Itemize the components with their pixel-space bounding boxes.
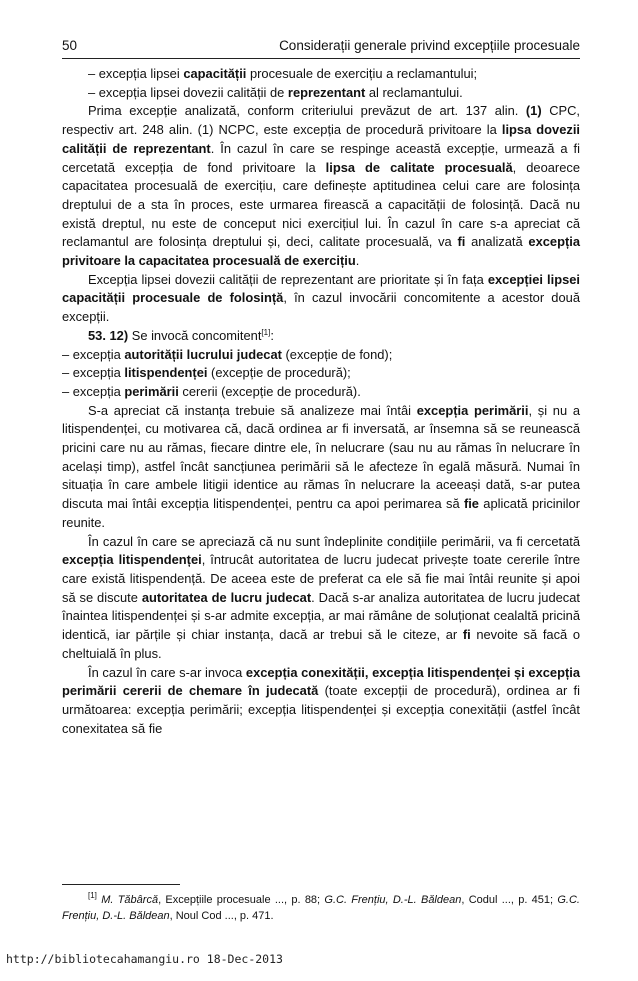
list-item: – excepția lipsei dovezii calității de reprezentant al reclamantului. (88, 84, 463, 100)
paragraph: În cazul în care s-ar invoca excepția conexității, excepția litispendenței și excepția perimării cererii de chemare în judecată (toate excepții de procedură), ordinea ar fi următoarea: excepția perimării; excepția litispendenței și excepția conexității (astfel încât conexitatea să fie (62, 664, 580, 736)
page-number: 50 (62, 38, 78, 53)
running-title: Considerații generale privind excepțiile procesuale (279, 38, 580, 53)
list-item: – excepția lipsei capacității procesuale de exercițiu a reclamantului; (88, 66, 478, 81)
paragraph: În cazul în care se apreciază că nu sunt îndeplinite condițiile perimării, va fi cercetată excepția litispendenței, întrucât autoritatea de lucru judecat privește toate cererile între care există litispendență. De aceea este de preferat ca ele să fie mai întâi reunite și apoi să se discute autoritatea de lucru judecat. Dacă s-ar analiza autoritatea de lucru judecat înaintea litispendenței și s-ar admite excepția, ar mai rămâne de soluționat cealaltă pricină identică, iar părțile și chiar instanța, dacă ar trebui să le citeze, ar fi nevoite să facă o cheltuială în plus. (62, 533, 581, 661)
footnote-divider (62, 884, 180, 885)
source-url: http://bibliotecahamangiu.ro 18-Dec-2013 (6, 952, 283, 966)
body-text (62, 65, 580, 738)
list-item: – excepția autorității lucrului judecat (excepție de fond); (62, 346, 393, 362)
footnote: [1] M. Tăbârcă, Excepțiile procesuale ..., p. 88; G.C. Frențiu, D.-L. Băldean, Codul ..., p. 451; G.C. Frențiu, D.-L. Băldean, Noul Cod ..., p. 471. (62, 891, 580, 922)
list-item: – excepția litispendenței (excepție de procedură); (62, 365, 351, 381)
section-heading: 53. 12) Se invocă concomitent[1]: (88, 327, 274, 343)
list-item: – excepția perimării cererii (excepție de procedură). (62, 383, 361, 399)
paragraph: Excepția lipsei dovezii calității de reprezentant are prioritate și în fața excepției lipsei capacității procesuale de folosință, în cazul invocării concomitente a acestor două excepții. (62, 271, 580, 325)
footnote-mark: [1] (88, 891, 97, 900)
page-header (62, 36, 580, 59)
footnote-ref[interactable]: [1] (261, 327, 271, 337)
paragraph: Prima excepție analizată, conform criteriului prevăzut de art. 137 alin. (1) CPC, respectiv art. 248 alin. (1) NCPC, este excepția de procedură privitoare la lipsa dovezii calității de reprezentant. În cazul în care se respinge această excepție, urmează a fi cercetată excepția de fond privitoare la lipsa de calitate procesuală, deoarece capacitatea procesuală de exercițiu, care definește aptitudinea celui care are folosința dreptului de a sta în proces, este urmarea firească a capacității de folosință. Dacă nu există dreptul, nu este de conceput nici exercițiul lui. În cazul în care s-a apreciat că reclamantul are folosința dreptului și, deci, calitate procesuală, va fi analizată excepția privitoare la capacitatea procesuală de exercițiu. (62, 103, 581, 269)
paragraph: S-a apreciat că instanța trebuie să analizeze mai întâi excepția perimării, și nu a litispendenței, cu motivarea că, dacă ordinea ar fi inversată, ar însemna să se reunească pricini care nu au rămas, fiecare dintre ele, în nelucrare (sau nu au rămas în nelucrare în același timp), astfel încât sancțiunea perimării să le afecteze în egală măsură. Numai în situația în care ambele litigii identice au rămas în nelucrare la aceeași dată, s-ar putea discuta mai întâi excepția litispendenței, pentru ca apoi perimarea să fie aplicată pricinilor reunite. (62, 402, 580, 530)
